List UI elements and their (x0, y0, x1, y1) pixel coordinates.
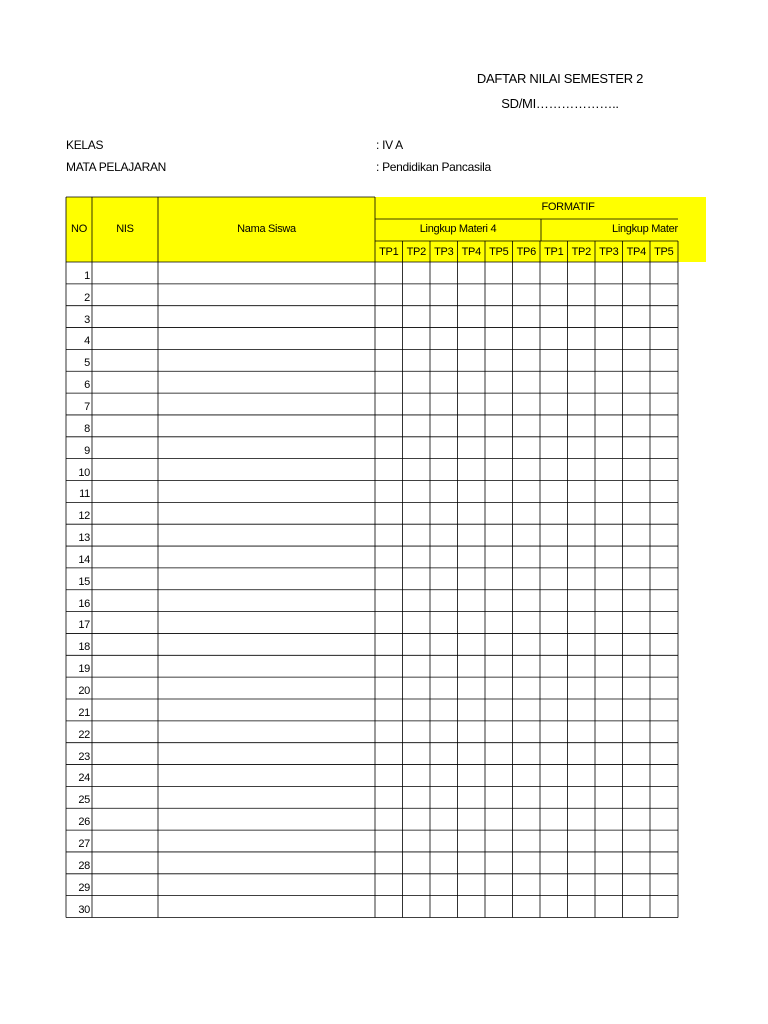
school-name: SD/MI……………….. (501, 96, 619, 111)
tp-header: TP2 (406, 246, 426, 258)
tp-header: TP6 (516, 246, 536, 258)
table-row-number: 14 (78, 553, 90, 566)
tp-header: TP4 (626, 246, 646, 258)
table-row-number: 27 (78, 837, 90, 850)
table-row-number: 2 (84, 291, 90, 304)
tp-header: TP5 (654, 246, 674, 258)
header-nis: NIS (116, 223, 134, 235)
table-row-number: 22 (78, 728, 90, 741)
table-row-number: 5 (84, 357, 90, 370)
kelas-label: KELAS (66, 138, 104, 152)
header-nama-siswa: Nama Siswa (237, 223, 296, 235)
table-row-number: 16 (78, 597, 90, 610)
table-row-number: 26 (78, 816, 90, 829)
header-formatif: FORMATIF (541, 201, 595, 213)
tp-header: TP1 (379, 246, 399, 258)
table-row-number: 12 (78, 510, 90, 523)
table-row-number: 24 (78, 772, 90, 785)
table-row-number: 6 (84, 379, 90, 392)
table-row-number: 3 (84, 313, 90, 326)
tp-header: TP3 (434, 246, 454, 258)
tp-header: TP1 (544, 246, 564, 258)
kelas-value: : IV A (376, 138, 403, 152)
table-row-number: 4 (84, 335, 90, 348)
table-row-number: 29 (78, 881, 90, 894)
table-row-number: 9 (84, 444, 90, 457)
table-row-number: 1 (84, 269, 90, 282)
tp-header: TP4 (461, 246, 481, 258)
table-row-number: 30 (78, 903, 90, 916)
table-row-number: 15 (78, 575, 90, 588)
table-row-number: 13 (78, 532, 90, 545)
table-row-number: 19 (78, 663, 90, 676)
table-row-number: 25 (78, 794, 90, 807)
table-row-number: 20 (78, 685, 90, 697)
table-row-number: 28 (78, 859, 90, 872)
tp-header: TP2 (571, 246, 591, 258)
tp-header: TP3 (599, 246, 619, 258)
header-lingkup-materi-4: Lingkup Materi 4 (419, 223, 497, 235)
header-no: NO (71, 223, 87, 235)
table-row-number: 11 (79, 488, 90, 501)
table-row-number: 23 (78, 750, 90, 763)
title: DAFTAR NILAI SEMESTER 2 (476, 71, 644, 86)
table-row-number: 18 (78, 641, 90, 654)
table-row-number: 10 (78, 466, 90, 479)
tp-header: TP5 (489, 246, 509, 258)
table-row-number: 7 (84, 400, 90, 413)
table-row-number: 17 (78, 619, 90, 632)
header-lingkup-materi-5: Lingkup Mater (612, 223, 678, 235)
table-row-number: 8 (84, 422, 90, 435)
mapel-value: : Pendidikan Pancasila (376, 160, 491, 174)
mapel-label: MATA PELAJARAN (66, 160, 167, 174)
table-row-number: 21 (78, 706, 90, 719)
